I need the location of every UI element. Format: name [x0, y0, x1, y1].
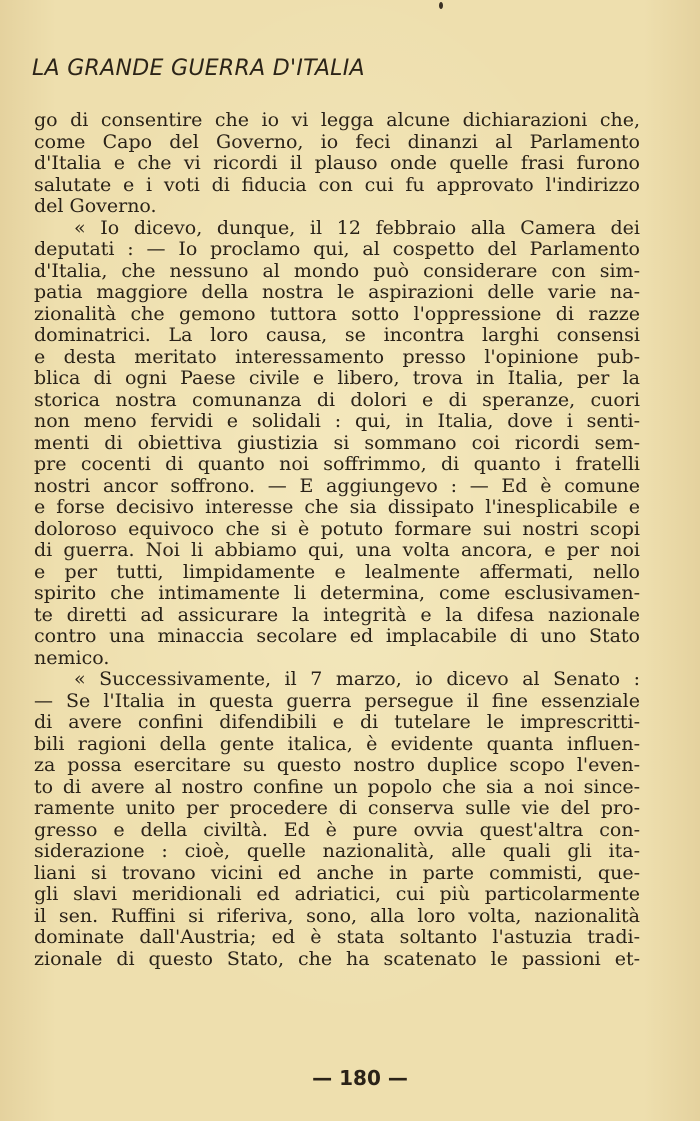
text-line: non meno fervidi e solidali : qui, in Italia, dove i senti-	[34, 410, 640, 432]
text-line: d'Italia, che nessuno al mondo può considerare con sim-	[34, 259, 640, 282]
text-line: contro una minaccia secolare ed implacabile di uno Stato	[34, 625, 640, 647]
text-line: liani si trovano vicini ed anche in parte commisti, que-	[34, 861, 640, 884]
text-line: — Se l'Italia in questa guerra persegue il fine essenziale	[34, 689, 640, 712]
body-text	[34, 110, 640, 970]
text-line: dominate dall'Austria; ed è stata soltanto l'astuzia tradi-	[34, 926, 640, 948]
text-line: te diretti ad assicurare la integrità e la difesa nazionale	[34, 603, 640, 626]
text-line: bili ragioni della gente italica, è evidente quanta influen-	[34, 732, 640, 755]
text-line: menti di obiettiva giustizia si sommano coi ricordi sem-	[34, 431, 640, 454]
text-line: « Successivamente, il 7 marzo, io dicevo al Senato :	[74, 668, 640, 690]
text-line: blica di ogni Paese civile e libero, trova in Italia, per la	[34, 367, 640, 389]
text-line: pre cocenti di quanto noi soffrimmo, di quanto i fratelli	[34, 453, 640, 475]
page-number: — 180 —	[312, 1066, 408, 1090]
text-line: « Io dicevo, dunque, il 12 febbraio alla Camera dei	[74, 216, 640, 239]
text-line: dominatrici. La loro causa, se incontra larghi consensi	[34, 324, 640, 346]
text-line: d'Italia e che vi ricordi il plauso onde quelle frasi furono	[34, 152, 640, 174]
text-line: go di consentire che io vi legga alcune dichiarazioni che,	[34, 109, 640, 131]
text-line: gresso e della civiltà. Ed è pure ovvia quest'altra con-	[34, 818, 640, 841]
text-line: di guerra. Noi li abbiamo qui, una volta ancora, e per noi	[34, 539, 640, 561]
text-line: salutate e i voti di fiducia con cui fu approvato l'indirizzo	[34, 173, 640, 196]
text-line: nemico.	[34, 646, 110, 669]
text-line: gli slavi meridionali ed adriatici, cui più particolarmente	[34, 883, 640, 905]
ink-speck	[439, 2, 443, 9]
text-line: come Capo del Governo, io feci dinanzi al Parlamento	[34, 130, 640, 153]
text-line: patia maggiore della nostra le aspirazioni delle varie na-	[34, 281, 640, 303]
text-line: nostri ancor soffrono. — E aggiungevo : — Ed è comune	[34, 474, 640, 497]
text-line: il sen. Ruffini si riferiva, sono, alla loro volta, nazionalità	[34, 904, 640, 927]
text-line: e forse decisivo interesse che sia dissipato l'inesplicabile e	[34, 496, 640, 518]
text-line: del Governo.	[34, 195, 157, 217]
text-line: zionalità che gemono tuttora sotto l'oppressione di razze	[34, 302, 640, 325]
text-line: za possa esercitare su questo nostro duplice scopo l'even-	[34, 754, 640, 776]
text-line: storica nostra comunanza di dolori e di speranze, cuori	[34, 388, 640, 411]
running-head: LA GRANDE GUERRA D'ITALIA	[32, 56, 365, 81]
text-line: ramente unito per procedere di conserva sulle vie del pro-	[34, 797, 640, 819]
text-line: to di avere al nostro confine un popolo che sia a noi since-	[34, 775, 640, 798]
text-line: zionale di questo Stato, che ha scatenato le passioni et-	[34, 947, 640, 970]
text-line: deputati : — Io proclamo qui, al cospetto del Parlamento	[34, 238, 640, 260]
text-line: doloroso equivoco che si è potuto formare sui nostri scopi	[34, 517, 640, 540]
text-line: siderazione : cioè, quelle nazionalità, alle quali gli ita-	[34, 840, 640, 862]
text-line: spirito che intimamente li determina, come esclusivamen-	[34, 582, 640, 604]
text-line: di avere confini difendibili e di tutelare le imprescritti-	[34, 711, 640, 733]
text-line: e desta meritato interessamento presso l'opinione pub-	[34, 345, 640, 368]
text-line: e per tutti, limpidamente e lealmente affermati, nello	[34, 560, 640, 583]
